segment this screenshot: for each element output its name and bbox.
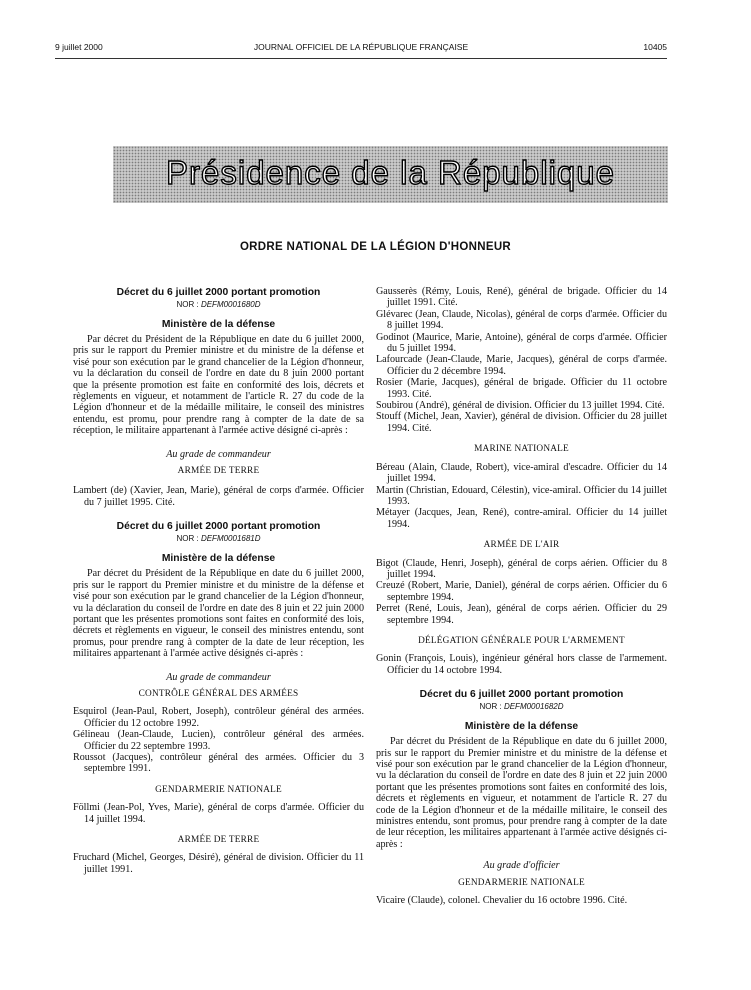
list-item: Gonin (François, Louis), ingénieur général hors classe de l'armement. Officier du 14 octobre 1994.: [376, 653, 667, 676]
header-rule: [55, 58, 667, 59]
list-item: Lafourcade (Jean-Claude, Marie, Jacques), général de corps d'armée. Officier du 2 décembre 1994.: [376, 354, 667, 377]
list-item: Föllmi (Jean-Pol, Yves, Marie), général de corps d'armée. Officier du 14 juillet 1994.: [73, 802, 364, 825]
list-item: Martin (Christian, Edouard, Célestin), vice-amiral. Officier du 14 juillet 1993.: [376, 484, 667, 507]
decree-paragraph: Par décret du Président de la République en date du 6 juillet 2000, pris sur le rapport du Premier ministre et du ministre de la défense et visé pour son exécution par le grand chancelier de la Légion d'honneur, vu la déclaration du conseil de l'ordre en date du 8 juin 2000 portant que la présente promotion est faite en conformité des lois, décrets et règlements en vigueur, et notamment de l'article R. 27 du code de la Légion d'honneur et de la médaille militaire, le conseil des ministres entendu, est promu, pour prendre rang à compter de la date de sa réception, le militaire appartenant à l'armée active désigné ci-après :: [73, 334, 364, 437]
left-column: [73, 286, 364, 875]
decree-paragraph: Par décret du Président de la République en date du 6 juillet 2000, pris sur le rapport du Premier ministre et du ministre de la défense et visé pour son exécution par le grand chancelier de la Légion d'honneur, vu la déclaration du conseil de l'ordre en date des 8 juin et 22 juin 2000 portant que les présentes promotions sont faites en conformité des lois, décrets et règlements en vigueur, le conseil des ministres entendu, sont promus, pour prendre rang à compter de la date de leur réception, les militaires appartenant à l'armée active désignés ci-après :: [73, 568, 364, 660]
header-date: 9 juillet 2000: [55, 42, 103, 52]
list-item: Creuzé (Robert, Marie, Daniel), général de corps aérien. Officier du 6 septembre 1994.: [376, 580, 667, 603]
nor-code: DEFM0001682D: [503, 702, 564, 712]
section-heading: CONTRÔLE GÉNÉRAL DES ARMÉES: [138, 688, 299, 699]
grade-heading: Au grade de commandeur: [166, 671, 271, 683]
grade-heading: Au grade d'officier: [483, 860, 560, 872]
section-heading: ARMÉE DE L'AIR: [483, 540, 560, 551]
list-item: Lambert (de) (Xavier, Jean, Marie), général de corps d'armée. Officier du 7 juillet 1995. Cité.: [73, 485, 364, 508]
section-banner: [113, 146, 668, 203]
running-header: [55, 42, 667, 56]
list-item: Esquirol (Jean-Paul, Robert, Joseph), contrôleur général des armées. Officier du 12 octobre 1992.: [73, 706, 364, 729]
ministry-heading: Ministère de la défense: [161, 553, 276, 565]
list-item: Fruchard (Michel, Georges, Désiré), général de division. Officier du 11 juillet 1991.: [73, 852, 364, 875]
nor-label: NOR :: [176, 300, 199, 309]
decree-paragraph: Par décret du Président de la République en date du 6 juillet 2000, pris sur le rapport du Premier ministre et du ministre de la défense et visé pour son exécution par le grand chancelier de la Légion d'honneur, vu la déclaration du conseil de l'ordre en date des 8 juin et 22 juin 2000 portant que les présentes promotions sont faites en conformité des lois, décrets et règlements en vigueur, et notamment de l'article R. 27 du code de la Légion d'honneur et de la médaille militaire, le conseil des ministres entendu, sont promus, pour prendre rang à compter de la date de leur réception, les militaires appartenant à l'armée active désignés ci-après :: [376, 736, 667, 850]
decree-title: Décret du 6 juillet 2000 portant promotion: [116, 521, 321, 533]
list-item: Godinot (Maurice, Marie, Antoine), général de corps d'armée. Officier du 5 juillet 1994.: [376, 331, 667, 355]
list-item: Perret (René, Louis, Jean), général de corps aérien. Officier du 29 septembre 1994.: [376, 603, 667, 626]
nor-code: DEFM0001680D: [200, 300, 261, 309]
section-heading: ARMÉE DE TERRE: [177, 835, 260, 845]
header-journal-title: JOURNAL OFFICIEL DE LA RÉPUBLIQUE FRANÇAISE: [253, 42, 469, 52]
list-item: Roussot (Jacques), contrôleur général des armées. Officier du 3 septembre 1991.: [73, 751, 364, 775]
section-heading: GENDARMERIE NATIONALE: [458, 877, 585, 888]
decree-title: Décret du 6 juillet 2000 portant promotion: [116, 287, 321, 298]
nor-line: [73, 299, 364, 310]
list-item: Glévarec (Jean, Claude, Nicolas), général de corps d'armée. Officier du 8 juillet 1994.: [376, 308, 667, 332]
nor-label: NOR :: [479, 702, 502, 712]
ministry-heading: Ministère de la défense: [161, 319, 276, 330]
nor-code: DEFM0001681D: [200, 534, 261, 544]
list-item: Vicaire (Claude), colonel. Chevalier du 16 octobre 1996. Cité.: [376, 895, 628, 907]
list-item: Bigot (Claude, Henri, Joseph), général de corps aérien. Officier du 8 juillet 1994.: [376, 557, 667, 580]
section-heading: DÉLÉGATION GÉNÉRALE POUR L'ARMEMENT: [418, 635, 625, 646]
nor-label: NOR :: [176, 534, 199, 544]
section-heading: MARINE NATIONALE: [474, 444, 569, 455]
ordre-title: ORDRE NATIONAL DE LA LÉGION D'HONNEUR: [239, 241, 512, 253]
decree-title: Décret du 6 juillet 2000 portant promotion: [419, 689, 624, 701]
list-item: Métayer (Jacques, Jean, René), contre-amiral. Officier du 14 juillet 1994.: [376, 507, 667, 530]
right-column: [376, 286, 667, 906]
header-page-number: 10405: [643, 42, 667, 52]
list-item: Soubirou (André), général de division. Officier du 13 juillet 1994. Cité.: [376, 400, 665, 412]
section-heading: ARMÉE DE TERRE: [177, 466, 260, 477]
nor-line: [73, 533, 364, 544]
grade-heading: Au grade de commandeur: [166, 448, 271, 460]
ministry-heading: Ministère de la défense: [464, 721, 579, 733]
list-item: Gélineau (Jean-Claude, Lucien), contrôleur général des armées. Officier du 22 septembre 1993.: [73, 729, 364, 752]
list-item: Rosier (Marie, Jacques), général de brigade. Officier du 11 octobre 1993. Cité.: [376, 377, 667, 400]
section-heading: GENDARMERIE NATIONALE: [155, 784, 282, 795]
banner-title: Présidence de la République: [166, 154, 615, 191]
nor-line: [376, 701, 667, 712]
list-item: Gausserès (Rémy, Louis, René), général de brigade. Officier du 14 juillet 1991. Cité.: [376, 286, 667, 309]
list-item: Béreau (Alain, Claude, Robert), vice-amiral d'escadre. Officier du 14 juillet 1994.: [376, 461, 667, 485]
list-item: Stouff (Michel, Jean, Xavier), général de division. Officier du 28 juillet 1994. Cité.: [376, 411, 667, 434]
